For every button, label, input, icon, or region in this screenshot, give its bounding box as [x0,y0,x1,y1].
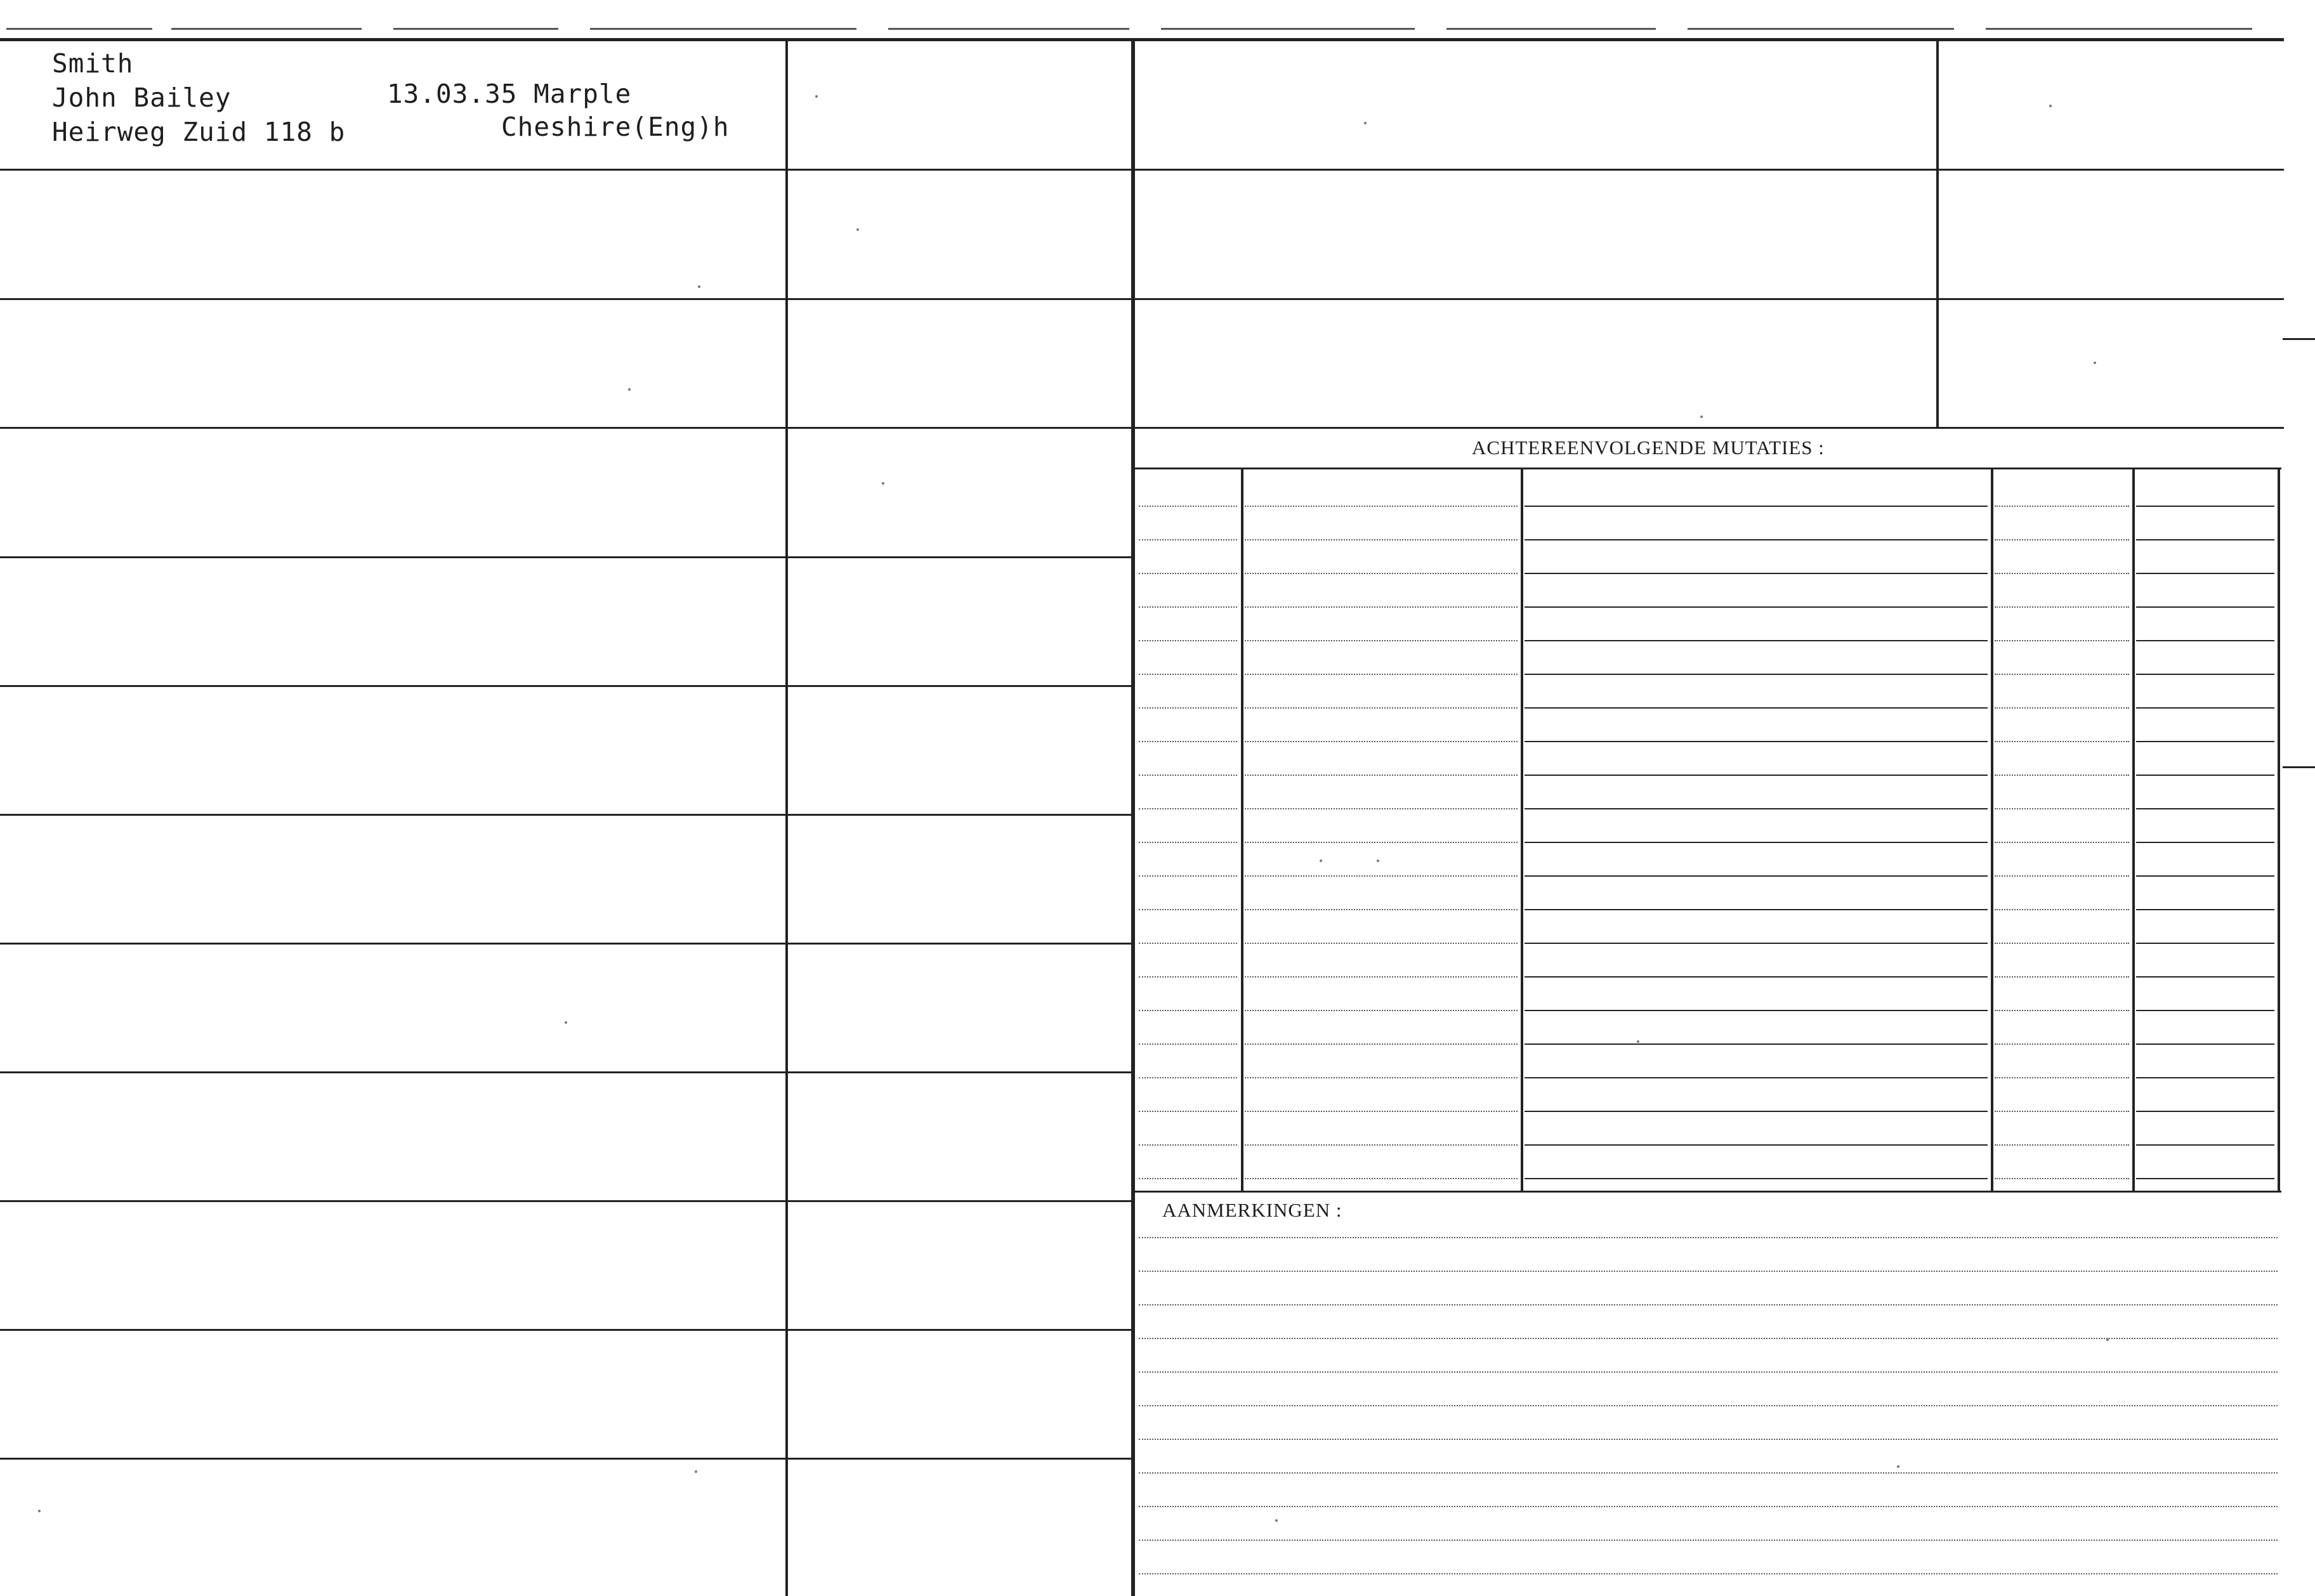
mutations-row-line [2136,808,2274,809]
mutations-row-line [1995,573,2129,574]
remarks-row-line [1139,1338,2278,1339]
mutations-row-line [1995,1144,2129,1146]
mutations-row-line [2136,707,2274,709]
mutations-row-line [1245,808,1518,809]
middle-divider [1131,38,1135,1596]
mutations-row-line [2136,775,2274,776]
mutations-row-line [2136,539,2274,540]
surname: Smith [52,48,134,79]
birth-date-place: 13.03.35 Marple [387,79,632,109]
mutations-row-line [2136,741,2274,742]
mutations-row-line [1139,674,1237,675]
mutations-row-line [1525,775,1988,776]
mutations-row-line [1245,976,1518,978]
mutations-row-line [2136,1178,2274,1179]
mutations-row-line [1525,976,1988,978]
mutations-row-line [1995,707,2129,709]
mutations-row-line [1995,741,2129,742]
mutations-row-line [1995,775,2129,776]
mutations-row-line [1995,1178,2129,1179]
mutations-row-line [1245,640,1518,641]
mutations-row-line [2136,909,2274,910]
mutations-row-line [1245,1178,1518,1179]
mutations-row-line [1995,640,2129,641]
mutations-row-line [1995,1111,2129,1112]
remarks-row-line [1139,1304,2278,1305]
mutations-row-line [1245,943,1518,944]
top-border [0,38,2284,41]
mutations-row-line [1525,1010,1988,1011]
mutations-row-line [1139,741,1237,742]
mutations-row-line [1525,1043,1988,1045]
mutations-row-line [2136,1077,2274,1078]
mutations-row-line [1995,506,2129,507]
mutations-row-line [1525,808,1988,809]
address: Heirweg Zuid 118 b [52,117,346,147]
mutations-row-line [2136,506,2274,507]
mutations-heading: ACHTEREENVOLGENDE MUTATIES : [1472,436,1825,459]
remarks-row-line [1139,1371,2278,1373]
mutations-row-line [1525,1077,1988,1078]
mutations-row-line [1525,1178,1988,1179]
mutations-row-line [1525,674,1988,675]
mutations-row-line [1995,1010,2129,1011]
mutations-row-line [1139,943,1237,944]
mutations-row-line [1995,943,2129,944]
mutations-row-line [1245,539,1518,540]
mutations-row-line [2136,674,2274,675]
mutations-row-line [1139,875,1237,877]
birth-region: Cheshire(Eng)h [501,112,730,142]
mutations-row-line [1245,506,1518,507]
mutations-row-line [1139,808,1237,809]
mutations-row-line [1525,640,1988,641]
mutations-row-line [1525,741,1988,742]
mutations-row-line [1245,1077,1518,1078]
mutations-row-line [2136,943,2274,944]
mutations-row-line [1995,842,2129,843]
mutations-row-line [1139,842,1237,843]
mutations-row-line [1525,875,1988,877]
mutations-row-line [1245,707,1518,709]
mutations-row-line [2136,842,2274,843]
mutations-row-line [1525,1144,1988,1146]
mutations-row-line [1995,606,2129,608]
mutations-row-line [2136,1043,2274,1045]
mutations-row-line [1525,1111,1988,1112]
mutations-row-line [1245,909,1518,910]
mutations-row-line [1245,1043,1518,1045]
mutations-row-line [1139,1010,1237,1011]
mutations-row-line [2136,573,2274,574]
remarks-row-line [1139,1540,2278,1541]
mutations-row-line [1525,606,1988,608]
mutations-row-line [2136,875,2274,877]
mutations-row-line [2136,1144,2274,1146]
mutations-row-line [1245,1010,1518,1011]
mutations-row-line [1995,909,2129,910]
given-names: John Bailey [52,82,232,113]
mutations-row-line [1139,640,1237,641]
mutations-row-line [1139,775,1237,776]
mutations-row-line [1139,1111,1237,1112]
mutations-row-line [1139,1043,1237,1045]
mutations-row-line [1245,674,1518,675]
mutations-row-line [1245,741,1518,742]
remarks-row-line [1139,1405,2278,1406]
mutations-row-line [1245,842,1518,843]
mutations-row-line [1245,606,1518,608]
edge-tick [2283,766,2315,768]
mutations-row-line [1995,808,2129,809]
mutations-row-line [1139,976,1237,978]
mutations-row-line [1245,875,1518,877]
mutations-row-line [1995,674,2129,675]
remarks-row-line [1139,1573,2278,1574]
mutations-row-line [1245,573,1518,574]
mutations-row-line [1139,909,1237,910]
mutations-row-line [1525,842,1988,843]
mutations-row-line [2136,640,2274,641]
mutations-row-line [1139,1178,1237,1179]
mutations-row-line [1139,1077,1237,1078]
remarks-heading: AANMERKINGEN : [1162,1199,1342,1221]
mutations-row-line [1139,539,1237,540]
mutations-row-line [2136,1111,2274,1112]
mutations-row-line [1995,539,2129,540]
mutations-table-top [1133,468,2281,469]
remarks-row-line [1139,1439,2278,1440]
mutations-row-line [1525,943,1988,944]
mutations-table-bottom [1133,1191,2281,1193]
mutations-row-line [1525,909,1988,910]
mutations-row-line [2136,1010,2274,1011]
mutations-row-line [1995,1043,2129,1045]
remarks-row-line [1139,1506,2278,1507]
mutations-row-line [1139,707,1237,709]
mutations-row-line [1525,707,1988,709]
mutations-row-line [2136,976,2274,978]
mutations-row-line [1525,539,1988,540]
mutations-row-line [1995,1077,2129,1078]
mutations-row-line [1139,573,1237,574]
remarks-row-line [1139,1237,2278,1238]
mutations-row-line [1525,506,1988,507]
edge-tick [2283,338,2315,340]
mutations-row-line [1525,573,1988,574]
mutations-row-line [1139,606,1237,608]
mutations-row-line [2136,606,2274,608]
mutations-row-line [1245,1111,1518,1112]
mutations-row-line [1995,875,2129,877]
mutations-row-line [1995,976,2129,978]
mutations-row-line [1245,1144,1518,1146]
mutations-row-line [1139,506,1237,507]
mutations-row-line [1245,775,1518,776]
left-column-divider [785,38,788,1596]
mutations-row-line [1139,1144,1237,1146]
remarks-row-line [1139,1472,2278,1474]
remarks-row-line [1139,1271,2278,1272]
